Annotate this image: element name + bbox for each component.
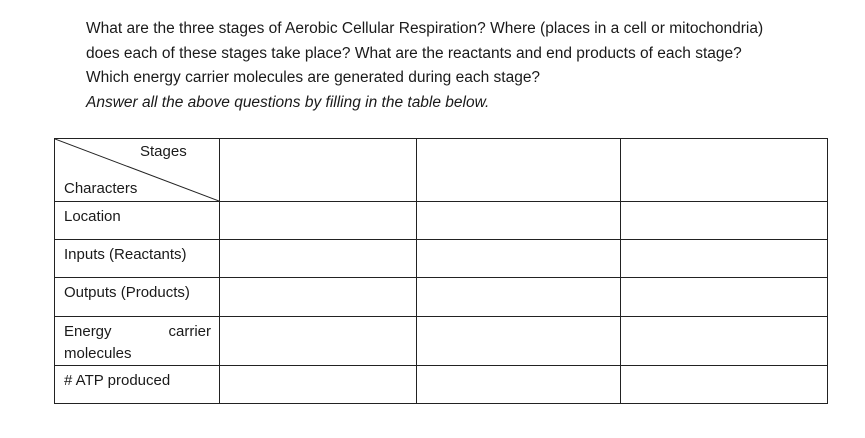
header-diagonal-cell [55, 139, 220, 202]
stages-table [54, 138, 828, 404]
instruction-text: Answer all the above questions by filling in the table below. [86, 93, 490, 111]
table-row [55, 278, 828, 317]
table-cell[interactable] [220, 317, 417, 366]
stages-label: Stages [140, 143, 187, 160]
stage-2-header-cell[interactable] [417, 139, 621, 202]
table-cell[interactable] [220, 202, 417, 240]
table-cell[interactable] [220, 240, 417, 278]
table-cell[interactable] [621, 366, 828, 404]
molecules-word: molecules [64, 345, 132, 362]
row-label-location: Location [55, 202, 220, 240]
table-row [55, 317, 828, 366]
table-cell[interactable] [220, 366, 417, 404]
question-text [86, 17, 846, 115]
table-row [55, 366, 828, 404]
energy-word: Energy [64, 323, 112, 340]
row-label-energy-carriers [55, 317, 220, 366]
table-header-row [55, 139, 828, 202]
question-line-3: Which energy carrier molecules are generated during each stage? [86, 69, 541, 86]
table-cell[interactable] [621, 317, 828, 366]
table-row [55, 202, 828, 240]
question-line-1: What are the three stages of Aerobic Cellular Respiration? Where (places in a cell or mitochondria) [86, 20, 764, 37]
question-line-2: does each of these stages take place? What are the reactants and end products of each stage? [86, 44, 742, 62]
table-cell[interactable] [621, 278, 828, 317]
table-cell[interactable] [417, 366, 621, 404]
table-cell[interactable] [621, 240, 828, 278]
row-label-outputs: Outputs (Products) [55, 278, 220, 317]
stage-1-header-cell[interactable] [220, 139, 417, 202]
row-label-inputs: Inputs (Reactants) [55, 240, 220, 278]
row-label-atp: # ATP produced [55, 366, 220, 404]
table-cell[interactable] [417, 202, 621, 240]
table-row [55, 240, 828, 278]
table-cell[interactable] [220, 278, 417, 317]
table-cell[interactable] [417, 278, 621, 317]
carrier-word: carrier [168, 323, 211, 340]
table-cell[interactable] [417, 317, 621, 366]
characters-label: Characters [64, 180, 138, 197]
table-cell[interactable] [417, 240, 621, 278]
stage-3-header-cell[interactable] [621, 139, 828, 202]
table-cell[interactable] [621, 202, 828, 240]
